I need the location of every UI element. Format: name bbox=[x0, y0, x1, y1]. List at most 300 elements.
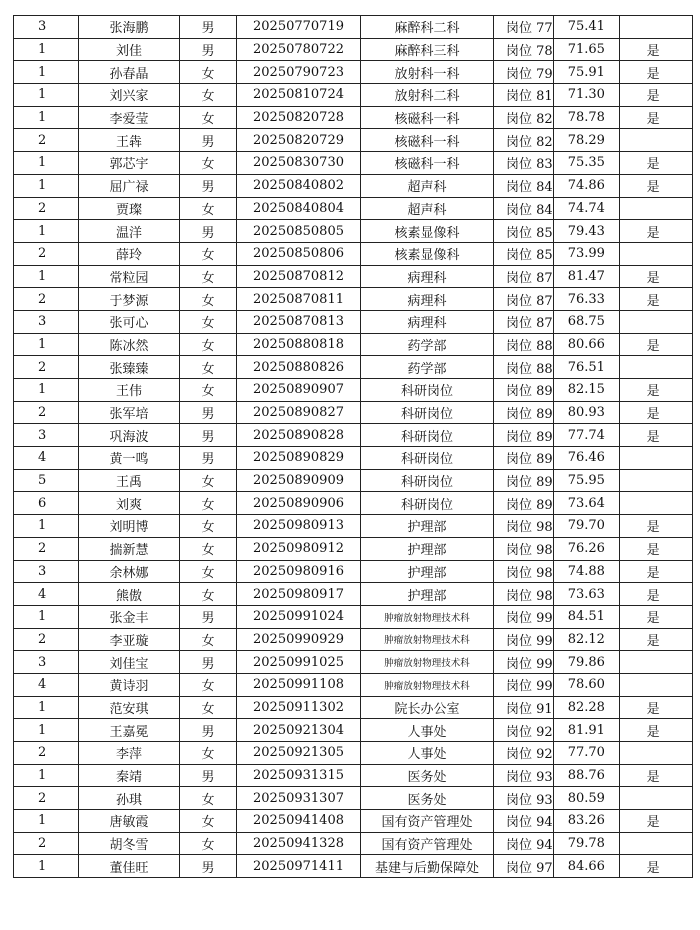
exam-id-cell: 20250880826 bbox=[237, 356, 361, 379]
table-row bbox=[14, 265, 693, 288]
position-cell: 岗位 98 bbox=[494, 515, 554, 538]
score-cell: 75.95 bbox=[553, 469, 619, 492]
exam-id-cell: 20250941408 bbox=[237, 810, 361, 833]
table-row bbox=[14, 220, 693, 243]
score-cell: 80.93 bbox=[553, 401, 619, 424]
table-row bbox=[14, 583, 693, 606]
table-row bbox=[14, 560, 693, 583]
gender-cell: 男 bbox=[180, 605, 237, 628]
position-cell: 岗位 98 bbox=[494, 560, 554, 583]
gender-cell: 女 bbox=[180, 628, 237, 651]
gender-cell: 男 bbox=[180, 764, 237, 787]
score-cell: 71.65 bbox=[553, 38, 619, 61]
qualified-flag-cell: 是 bbox=[619, 537, 692, 560]
exam-id-cell: 20250990929 bbox=[237, 628, 361, 651]
rank-cell: 2 bbox=[14, 288, 79, 311]
position-cell: 岗位 98 bbox=[494, 537, 554, 560]
department-cell: 肿瘤放射物理技术科 bbox=[361, 605, 494, 628]
exam-id-cell: 20250780722 bbox=[237, 38, 361, 61]
rank-cell: 1 bbox=[14, 855, 79, 878]
qualified-flag-cell: 是 bbox=[619, 265, 692, 288]
name-cell: 刘佳宝 bbox=[79, 651, 180, 674]
gender-cell: 男 bbox=[180, 129, 237, 152]
position-cell: 岗位 92 bbox=[494, 719, 554, 742]
qualified-flag-cell bbox=[619, 356, 692, 379]
department-cell: 核磁科一科 bbox=[361, 129, 494, 152]
name-cell: 王犇 bbox=[79, 129, 180, 152]
qualified-flag-cell bbox=[619, 310, 692, 333]
table-row bbox=[14, 129, 693, 152]
score-cell: 78.60 bbox=[553, 673, 619, 696]
department-cell: 护理部 bbox=[361, 537, 494, 560]
position-cell: 岗位 89 bbox=[494, 492, 554, 515]
department-cell: 药学部 bbox=[361, 356, 494, 379]
position-cell: 岗位 81 bbox=[494, 84, 554, 107]
score-cell: 79.78 bbox=[553, 832, 619, 855]
position-cell: 岗位 84 bbox=[494, 174, 554, 197]
position-cell: 岗位 85 bbox=[494, 242, 554, 265]
department-cell: 病理科 bbox=[361, 288, 494, 311]
qualified-flag-cell bbox=[619, 492, 692, 515]
position-cell: 岗位 87 bbox=[494, 265, 554, 288]
table-row bbox=[14, 764, 693, 787]
department-cell: 肿瘤放射物理技术科 bbox=[361, 673, 494, 696]
name-cell: 范安琪 bbox=[79, 696, 180, 719]
name-cell: 王禹 bbox=[79, 469, 180, 492]
table-row bbox=[14, 469, 693, 492]
score-cell: 79.86 bbox=[553, 651, 619, 674]
position-cell: 岗位 89 bbox=[494, 469, 554, 492]
exam-id-cell: 20250980912 bbox=[237, 537, 361, 560]
gender-cell: 女 bbox=[180, 469, 237, 492]
position-cell: 岗位 93 bbox=[494, 764, 554, 787]
name-cell: 薛玲 bbox=[79, 242, 180, 265]
qualified-flag-cell: 是 bbox=[619, 106, 692, 129]
name-cell: 张海鹏 bbox=[79, 16, 180, 39]
results-table bbox=[13, 15, 693, 878]
name-cell: 黄诗羽 bbox=[79, 673, 180, 696]
name-cell: 张臻臻 bbox=[79, 356, 180, 379]
qualified-flag-cell bbox=[619, 673, 692, 696]
gender-cell: 女 bbox=[180, 152, 237, 175]
position-cell: 岗位 85 bbox=[494, 220, 554, 243]
department-cell: 科研岗位 bbox=[361, 469, 494, 492]
name-cell: 刘兴家 bbox=[79, 84, 180, 107]
position-cell: 岗位 93 bbox=[494, 787, 554, 810]
exam-id-cell: 20250980917 bbox=[237, 583, 361, 606]
position-cell: 岗位 78 bbox=[494, 38, 554, 61]
exam-id-cell: 20250991024 bbox=[237, 605, 361, 628]
score-cell: 84.66 bbox=[553, 855, 619, 878]
department-cell: 护理部 bbox=[361, 583, 494, 606]
rank-cell: 2 bbox=[14, 401, 79, 424]
department-cell: 病理科 bbox=[361, 310, 494, 333]
rank-cell: 4 bbox=[14, 583, 79, 606]
department-cell: 基建与后勤保障处 bbox=[361, 855, 494, 878]
position-cell: 岗位 99 bbox=[494, 673, 554, 696]
name-cell: 唐敏霞 bbox=[79, 810, 180, 833]
position-cell: 岗位 98 bbox=[494, 583, 554, 606]
score-cell: 73.99 bbox=[553, 242, 619, 265]
position-cell: 岗位 89 bbox=[494, 379, 554, 402]
table-row bbox=[14, 810, 693, 833]
exam-id-cell: 20250790723 bbox=[237, 61, 361, 84]
position-cell: 岗位 77 bbox=[494, 16, 554, 39]
rank-cell: 1 bbox=[14, 106, 79, 129]
score-cell: 76.33 bbox=[553, 288, 619, 311]
position-cell: 岗位 82 bbox=[494, 129, 554, 152]
gender-cell: 女 bbox=[180, 832, 237, 855]
gender-cell: 男 bbox=[180, 651, 237, 674]
qualified-flag-cell: 是 bbox=[619, 810, 692, 833]
qualified-flag-cell bbox=[619, 242, 692, 265]
exam-id-cell: 20250890909 bbox=[237, 469, 361, 492]
department-cell: 国有资产管理处 bbox=[361, 810, 494, 833]
score-cell: 74.88 bbox=[553, 560, 619, 583]
rank-cell: 1 bbox=[14, 84, 79, 107]
gender-cell: 女 bbox=[180, 333, 237, 356]
rank-cell: 1 bbox=[14, 220, 79, 243]
rank-cell: 6 bbox=[14, 492, 79, 515]
gender-cell: 女 bbox=[180, 356, 237, 379]
department-cell: 护理部 bbox=[361, 560, 494, 583]
qualified-flag-cell: 是 bbox=[619, 379, 692, 402]
department-cell: 人事处 bbox=[361, 719, 494, 742]
rank-cell: 2 bbox=[14, 242, 79, 265]
name-cell: 李爱莹 bbox=[79, 106, 180, 129]
position-cell: 岗位 94 bbox=[494, 832, 554, 855]
position-cell: 岗位 89 bbox=[494, 401, 554, 424]
department-cell: 麻醉科三科 bbox=[361, 38, 494, 61]
exam-id-cell: 20250931307 bbox=[237, 787, 361, 810]
exam-id-cell: 20250890827 bbox=[237, 401, 361, 424]
table-row bbox=[14, 401, 693, 424]
exam-id-cell: 20250840804 bbox=[237, 197, 361, 220]
exam-id-cell: 20250870813 bbox=[237, 310, 361, 333]
qualified-flag-cell: 是 bbox=[619, 288, 692, 311]
table-row bbox=[14, 379, 693, 402]
score-cell: 77.74 bbox=[553, 424, 619, 447]
qualified-flag-cell bbox=[619, 447, 692, 470]
department-cell: 核素显像科 bbox=[361, 220, 494, 243]
table-row bbox=[14, 651, 693, 674]
department-cell: 核磁科一科 bbox=[361, 152, 494, 175]
gender-cell: 女 bbox=[180, 265, 237, 288]
exam-id-cell: 20250980916 bbox=[237, 560, 361, 583]
score-cell: 74.86 bbox=[553, 174, 619, 197]
score-cell: 71.30 bbox=[553, 84, 619, 107]
score-cell: 75.41 bbox=[553, 16, 619, 39]
gender-cell: 男 bbox=[180, 220, 237, 243]
table-row bbox=[14, 492, 693, 515]
exam-id-cell: 20250941328 bbox=[237, 832, 361, 855]
qualified-flag-cell bbox=[619, 787, 692, 810]
gender-cell: 女 bbox=[180, 673, 237, 696]
gender-cell: 男 bbox=[180, 38, 237, 61]
rank-cell: 1 bbox=[14, 515, 79, 538]
name-cell: 黄一鸣 bbox=[79, 447, 180, 470]
gender-cell: 女 bbox=[180, 84, 237, 107]
department-cell: 院长办公室 bbox=[361, 696, 494, 719]
rank-cell: 3 bbox=[14, 560, 79, 583]
table-row bbox=[14, 605, 693, 628]
position-cell: 岗位 87 bbox=[494, 288, 554, 311]
department-cell: 放射科一科 bbox=[361, 61, 494, 84]
score-cell: 73.64 bbox=[553, 492, 619, 515]
department-cell: 肿瘤放射物理技术科 bbox=[361, 651, 494, 674]
table-row bbox=[14, 628, 693, 651]
rank-cell: 3 bbox=[14, 651, 79, 674]
table-row bbox=[14, 61, 693, 84]
qualified-flag-cell: 是 bbox=[619, 583, 692, 606]
rank-cell: 2 bbox=[14, 356, 79, 379]
exam-id-cell: 20250870811 bbox=[237, 288, 361, 311]
gender-cell: 女 bbox=[180, 106, 237, 129]
score-cell: 76.51 bbox=[553, 356, 619, 379]
department-cell: 人事处 bbox=[361, 742, 494, 765]
table-row bbox=[14, 38, 693, 61]
table-row bbox=[14, 333, 693, 356]
gender-cell: 女 bbox=[180, 288, 237, 311]
gender-cell: 女 bbox=[180, 492, 237, 515]
name-cell: 熊傲 bbox=[79, 583, 180, 606]
name-cell: 张金丰 bbox=[79, 605, 180, 628]
department-cell: 科研岗位 bbox=[361, 424, 494, 447]
name-cell: 巩海波 bbox=[79, 424, 180, 447]
qualified-flag-cell bbox=[619, 197, 692, 220]
table-row bbox=[14, 288, 693, 311]
qualified-flag-cell bbox=[619, 469, 692, 492]
qualified-flag-cell bbox=[619, 832, 692, 855]
qualified-flag-cell: 是 bbox=[619, 152, 692, 175]
department-cell: 药学部 bbox=[361, 333, 494, 356]
position-cell: 岗位 88 bbox=[494, 356, 554, 379]
table-row bbox=[14, 855, 693, 878]
qualified-flag-cell: 是 bbox=[619, 424, 692, 447]
exam-id-cell: 20250931315 bbox=[237, 764, 361, 787]
qualified-flag-cell: 是 bbox=[619, 764, 692, 787]
name-cell: 李亚璇 bbox=[79, 628, 180, 651]
position-cell: 岗位 94 bbox=[494, 810, 554, 833]
gender-cell: 女 bbox=[180, 787, 237, 810]
exam-id-cell: 20250911302 bbox=[237, 696, 361, 719]
rank-cell: 1 bbox=[14, 719, 79, 742]
table-row bbox=[14, 742, 693, 765]
rank-cell: 2 bbox=[14, 537, 79, 560]
exam-id-cell: 20250921304 bbox=[237, 719, 361, 742]
position-cell: 岗位 89 bbox=[494, 424, 554, 447]
exam-id-cell: 20250980913 bbox=[237, 515, 361, 538]
rank-cell: 1 bbox=[14, 696, 79, 719]
gender-cell: 男 bbox=[180, 447, 237, 470]
qualified-flag-cell: 是 bbox=[619, 696, 692, 719]
gender-cell: 男 bbox=[180, 424, 237, 447]
score-cell: 77.70 bbox=[553, 742, 619, 765]
name-cell: 于梦源 bbox=[79, 288, 180, 311]
score-cell: 81.91 bbox=[553, 719, 619, 742]
position-cell: 岗位 82 bbox=[494, 106, 554, 129]
gender-cell: 女 bbox=[180, 242, 237, 265]
exam-id-cell: 20250921305 bbox=[237, 742, 361, 765]
table-row bbox=[14, 356, 693, 379]
rank-cell: 1 bbox=[14, 61, 79, 84]
department-cell: 科研岗位 bbox=[361, 379, 494, 402]
gender-cell: 女 bbox=[180, 310, 237, 333]
gender-cell: 女 bbox=[180, 61, 237, 84]
table-row bbox=[14, 719, 693, 742]
department-cell: 护理部 bbox=[361, 515, 494, 538]
table-body bbox=[14, 16, 693, 878]
department-cell: 医务处 bbox=[361, 787, 494, 810]
rank-cell: 2 bbox=[14, 742, 79, 765]
gender-cell: 男 bbox=[180, 401, 237, 424]
department-cell: 核素显像科 bbox=[361, 242, 494, 265]
table-row bbox=[14, 174, 693, 197]
rank-cell: 1 bbox=[14, 333, 79, 356]
exam-id-cell: 20250820728 bbox=[237, 106, 361, 129]
gender-cell: 男 bbox=[180, 16, 237, 39]
rank-cell: 1 bbox=[14, 764, 79, 787]
table-row bbox=[14, 832, 693, 855]
rank-cell: 2 bbox=[14, 832, 79, 855]
table-row bbox=[14, 106, 693, 129]
department-cell: 医务处 bbox=[361, 764, 494, 787]
rank-cell: 1 bbox=[14, 38, 79, 61]
department-cell: 科研岗位 bbox=[361, 492, 494, 515]
table-row bbox=[14, 424, 693, 447]
score-cell: 78.78 bbox=[553, 106, 619, 129]
name-cell: 董佳旺 bbox=[79, 855, 180, 878]
rank-cell: 2 bbox=[14, 787, 79, 810]
rank-cell: 1 bbox=[14, 152, 79, 175]
gender-cell: 女 bbox=[180, 810, 237, 833]
position-cell: 岗位 97 bbox=[494, 855, 554, 878]
table-row bbox=[14, 537, 693, 560]
rank-cell: 4 bbox=[14, 447, 79, 470]
name-cell: 刘明博 bbox=[79, 515, 180, 538]
qualified-flag-cell: 是 bbox=[619, 628, 692, 651]
name-cell: 屈广禄 bbox=[79, 174, 180, 197]
qualified-flag-cell: 是 bbox=[619, 401, 692, 424]
score-cell: 82.12 bbox=[553, 628, 619, 651]
rank-cell: 3 bbox=[14, 424, 79, 447]
department-cell: 核磁科一科 bbox=[361, 106, 494, 129]
position-cell: 岗位 99 bbox=[494, 605, 554, 628]
table-row bbox=[14, 197, 693, 220]
score-cell: 75.91 bbox=[553, 61, 619, 84]
score-cell: 83.26 bbox=[553, 810, 619, 833]
table-row bbox=[14, 787, 693, 810]
name-cell: 孙春晶 bbox=[79, 61, 180, 84]
qualified-flag-cell bbox=[619, 16, 692, 39]
exam-id-cell: 20250840802 bbox=[237, 174, 361, 197]
score-cell: 82.28 bbox=[553, 696, 619, 719]
name-cell: 王嘉冕 bbox=[79, 719, 180, 742]
qualified-flag-cell: 是 bbox=[619, 855, 692, 878]
name-cell: 温洋 bbox=[79, 220, 180, 243]
score-cell: 88.76 bbox=[553, 764, 619, 787]
position-cell: 岗位 83 bbox=[494, 152, 554, 175]
table-row bbox=[14, 673, 693, 696]
score-cell: 75.35 bbox=[553, 152, 619, 175]
exam-id-cell: 20250890907 bbox=[237, 379, 361, 402]
qualified-flag-cell: 是 bbox=[619, 220, 692, 243]
table-row bbox=[14, 515, 693, 538]
score-cell: 76.46 bbox=[553, 447, 619, 470]
exam-id-cell: 20250870812 bbox=[237, 265, 361, 288]
gender-cell: 女 bbox=[180, 583, 237, 606]
score-cell: 73.63 bbox=[553, 583, 619, 606]
rank-cell: 2 bbox=[14, 129, 79, 152]
position-cell: 岗位 79 bbox=[494, 61, 554, 84]
exam-id-cell: 20250991108 bbox=[237, 673, 361, 696]
qualified-flag-cell: 是 bbox=[619, 719, 692, 742]
department-cell: 国有资产管理处 bbox=[361, 832, 494, 855]
score-cell: 80.59 bbox=[553, 787, 619, 810]
gender-cell: 男 bbox=[180, 719, 237, 742]
table-row bbox=[14, 16, 693, 39]
qualified-flag-cell: 是 bbox=[619, 605, 692, 628]
score-cell: 79.43 bbox=[553, 220, 619, 243]
position-cell: 岗位 99 bbox=[494, 651, 554, 674]
exam-id-cell: 20250770719 bbox=[237, 16, 361, 39]
name-cell: 郭芯宇 bbox=[79, 152, 180, 175]
exam-id-cell: 20250880818 bbox=[237, 333, 361, 356]
rank-cell: 1 bbox=[14, 174, 79, 197]
table-row bbox=[14, 447, 693, 470]
name-cell: 孙琪 bbox=[79, 787, 180, 810]
qualified-flag-cell: 是 bbox=[619, 174, 692, 197]
department-cell: 科研岗位 bbox=[361, 447, 494, 470]
exam-id-cell: 20250850806 bbox=[237, 242, 361, 265]
exam-id-cell: 20250991025 bbox=[237, 651, 361, 674]
position-cell: 岗位 89 bbox=[494, 447, 554, 470]
qualified-flag-cell: 是 bbox=[619, 515, 692, 538]
gender-cell: 男 bbox=[180, 174, 237, 197]
exam-id-cell: 20250850805 bbox=[237, 220, 361, 243]
name-cell: 贾璨 bbox=[79, 197, 180, 220]
score-cell: 74.74 bbox=[553, 197, 619, 220]
exam-id-cell: 20250810724 bbox=[237, 84, 361, 107]
department-cell: 放射科二科 bbox=[361, 84, 494, 107]
rank-cell: 4 bbox=[14, 673, 79, 696]
exam-id-cell: 20250890906 bbox=[237, 492, 361, 515]
position-cell: 岗位 99 bbox=[494, 628, 554, 651]
position-cell: 岗位 88 bbox=[494, 333, 554, 356]
name-cell: 张可心 bbox=[79, 310, 180, 333]
qualified-flag-cell: 是 bbox=[619, 560, 692, 583]
rank-cell: 2 bbox=[14, 197, 79, 220]
position-cell: 岗位 84 bbox=[494, 197, 554, 220]
name-cell: 王伟 bbox=[79, 379, 180, 402]
table-row bbox=[14, 242, 693, 265]
name-cell: 张军培 bbox=[79, 401, 180, 424]
qualified-flag-cell: 是 bbox=[619, 84, 692, 107]
score-cell: 82.15 bbox=[553, 379, 619, 402]
name-cell: 胡冬雪 bbox=[79, 832, 180, 855]
gender-cell: 女 bbox=[180, 197, 237, 220]
table-row bbox=[14, 696, 693, 719]
qualified-flag-cell: 是 bbox=[619, 61, 692, 84]
name-cell: 陈冰然 bbox=[79, 333, 180, 356]
rank-cell: 3 bbox=[14, 310, 79, 333]
exam-id-cell: 20250890828 bbox=[237, 424, 361, 447]
score-cell: 79.70 bbox=[553, 515, 619, 538]
department-cell: 科研岗位 bbox=[361, 401, 494, 424]
name-cell: 刘佳 bbox=[79, 38, 180, 61]
rank-cell: 1 bbox=[14, 265, 79, 288]
department-cell: 肿瘤放射物理技术科 bbox=[361, 628, 494, 651]
